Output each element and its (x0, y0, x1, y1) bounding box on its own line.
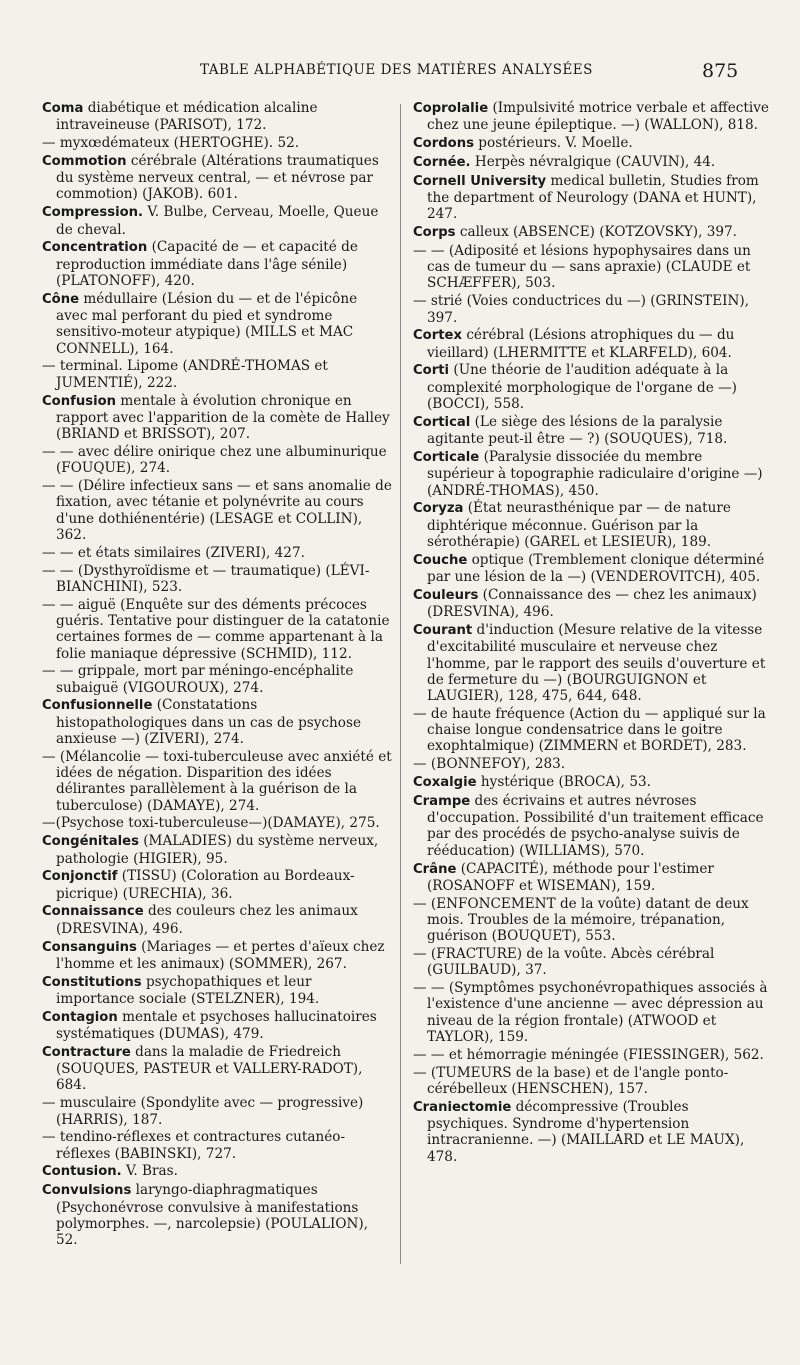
entry-text: — — aiguë (Enquête sur des déments précoces guéris. Tentative pour distinguer de la catatonie certaines formes de — comme appartenant à la folie maniaque dépressive (SCHMID), 112. (42, 596, 390, 662)
entry-text: V. Bulbe, Cerveau, Moelle, Queue de cheval. (56, 204, 379, 238)
entry-headword: Concentration (42, 240, 148, 256)
entry-headword: Convulsions (42, 1183, 132, 1199)
entry-headword: Couche (413, 552, 468, 568)
entry-headword: Coryza (413, 501, 464, 517)
entry-headword: Commotion (42, 153, 127, 169)
running-title: TABLE ALPHABÉTIQUE DES MATIÈRES ANALYSÉES (200, 62, 593, 78)
entry-text: psychopathiques et leur importance sociale (STELZNER), 194. (56, 973, 320, 1007)
entry-text: hystérique (BROCA), 53. (476, 774, 651, 791)
index-entry (42, 1182, 392, 1248)
index-entry (413, 414, 771, 448)
index-entry (42, 1095, 392, 1128)
index-entry (42, 100, 392, 134)
entry-text: (Connaissance des — chez les animaux) (DRESVINA), 496. (427, 586, 757, 621)
index-entry (42, 393, 392, 443)
entry-headword: Corps (413, 225, 456, 241)
index-entry (42, 903, 392, 937)
entry-text: (Paralysie dissociée du membre supérieur à topographie radiculaire d'origine —) (ANDRÉ-THOMAS), 450. (427, 448, 763, 499)
entry-text: cérébrale (Altérations traumatiques du système nerveux central, — et névrose par commotion) (JAKOB). 601. (56, 152, 379, 203)
index-entry (42, 444, 392, 477)
entry-text: — de haute fréquence (Action du — appliqué sur la chaise longue condensatrice dans le goitre exophtalmique) (ZIMMERN et BORDET), 283. (413, 705, 766, 755)
index-entry (42, 204, 392, 238)
entry-text: (Impulsivité motrice verbale et affective chez une jeune épileptique. —) (WALLON), 818. (427, 100, 769, 134)
index-entry (42, 815, 392, 831)
entry-text: —(Psychose toxi-tuberculeuse—)(DAMAYE), 275. (42, 815, 380, 832)
entry-headword: Contagion (42, 1009, 118, 1025)
entry-text: dans la maladie de Friedreich (SOUQUES, PASTEUR et VALLERY-RADOT), 684. (56, 1043, 363, 1094)
index-entry (413, 980, 771, 1045)
entry-text: (TISSU) (Coloration au Bordeaux-picrique) (URECHIA), 36. (56, 868, 355, 902)
entry-headword: Cône (42, 291, 80, 307)
entry-headword: Couleurs (413, 587, 479, 603)
entry-text: décompressive (Troubles psychiques. Syndrome d'hypertension intracranienne. —) (MAILLARD et LE MAUX), 478. (427, 1098, 745, 1165)
index-entry (42, 153, 392, 203)
entry-text: des couleurs chez les animaux (DRESVINA), 496. (56, 903, 358, 937)
entry-text: — (TUMEURS de la base) et de l'angle ponto-cérébelleux (HENSCHEN), 157. (413, 1064, 729, 1097)
entry-headword: Contracture (42, 1044, 131, 1060)
index-entry (413, 224, 771, 241)
index-entry (413, 706, 771, 755)
entry-text: mentale à évolution chronique en rapport avec l'apparition de la comète de Halley (BRIAND et BRISSOT), 207. (56, 392, 390, 443)
index-entry (413, 154, 771, 171)
index-entry (413, 362, 771, 412)
index-entry (42, 833, 392, 867)
entry-headword: Cortex (413, 328, 462, 344)
entry-headword: Coxalgie (413, 775, 477, 791)
index-entry (42, 1009, 392, 1043)
entry-text: — — et hémorragie méningée (FIESSINGER), 562. (413, 1046, 764, 1063)
index-entry (42, 1129, 392, 1162)
entry-text: — (ENFONCEMENT de la voûte) datant de deux mois. Troubles de la mémoire, trépanation, guérison (BOUQUET), 553. (413, 895, 749, 945)
index-entry (413, 587, 771, 621)
entry-text: — — grippale, mort par méningo-encéphalite subaiguë (VIGOUROUX), 274. (42, 663, 354, 696)
index-entry (413, 1065, 771, 1098)
entry-headword: Contusion. (42, 1164, 122, 1180)
entry-headword: Cornée. (413, 154, 471, 170)
index-entry (413, 1047, 771, 1063)
entry-headword: Confusionnelle (42, 698, 153, 714)
entry-text: (CAPACITÉ), méthode pour l'estimer (ROSANOFF et WISEMAN), 159. (427, 860, 714, 894)
entry-text: optique (Tremblement clonique déterminé par une lésion de la —) (VENDEROVITCH), 405. (427, 551, 765, 586)
index-entry (413, 946, 771, 979)
entry-headword: Corticale (413, 449, 480, 465)
entry-text: (Mariages — et pertes d'aïeux chez l'homme et les animaux) (SOMMER), 267. (56, 938, 385, 972)
entry-text: mentale et psychoses hallucinatoires systématiques (DUMAS), 479. (56, 1008, 377, 1043)
entry-headword: Cortical (413, 414, 471, 430)
entry-text: calleux (ABSENCE) (KOTZOVSKY), 397. (455, 224, 738, 241)
entry-text: — — (Adiposité et lésions hypophysaires dans un cas de tumeur du — sans apraxie) (CLAUDE et SCHÆFFER), 503. (413, 242, 751, 292)
index-column-left (42, 100, 392, 1250)
index-entry (413, 861, 771, 895)
index-column-right (413, 100, 771, 1166)
index-entry (42, 974, 392, 1008)
entry-text: — — (Symptômes psychonévropathiques associés à l'existence d'une ancienne — avec dépression au niveau de la région frontale) (ATWOOD et TAYLOR), 159. (413, 980, 768, 1046)
entry-text: — myxœdémateux (HERTOGHE). 52. (42, 135, 300, 152)
entry-text: (Capacité de — et capacité de reproduction immédiate dans l'âge sénile) (PLATONOFF), 420. (56, 239, 358, 289)
entry-text: — strié (Voies conductrices du —) (GRINSTEIN), 397. (413, 293, 750, 326)
index-entry (413, 173, 771, 223)
entry-text: laryngo-diaphragmatiques (Psychonévrose convulsive à manifestations polymorphes. —, narcolepsie) (POULALION), 52. (56, 1182, 369, 1249)
index-entry (42, 868, 392, 902)
entry-text: — (FRACTURE) de la voûte. Abcès cérébral (GUILBAUD), 37. (413, 946, 715, 979)
entry-text: — — (Dysthyroïdisme et — traumatique) (LÉVI-BIANCHINI), 523. (42, 562, 370, 595)
index-entry (42, 749, 392, 814)
index-entry (42, 1163, 392, 1180)
index-entry (42, 135, 392, 151)
index-entry (413, 1099, 771, 1165)
entry-text: — (BONNEFOY), 283. (413, 756, 566, 773)
index-entry (42, 563, 392, 596)
column-divider (400, 104, 401, 1264)
index-entry (413, 896, 771, 945)
entry-text: des écrivains et autres névroses d'occupation. Possibilité d'un traitement efficace par des procédés de psycho-analyse suivis de rééducation) (WILLIAMS), 570. (427, 792, 764, 859)
entry-headword: Constitutions (42, 974, 142, 990)
entry-text: (État neurasthénique par — de nature diphtérique méconnue. Guérison par la sérothérapie) (GAREL et LESIEUR), 189. (427, 500, 731, 550)
entry-text: V. Bras. (121, 1163, 178, 1180)
index-entry (413, 622, 771, 704)
entry-text: (Constatations histopathologiques dans un cas de psychose anxieuse —) (ZIVERI), 274. (56, 697, 362, 747)
index-entry (413, 135, 771, 152)
index-entry (413, 793, 771, 859)
entry-headword: Crampe (413, 793, 471, 809)
index-entry (42, 663, 392, 696)
entry-text: médullaire (Lésion du — et de l'épicône avec mal perforant du pied et syndrome sensitivo-moteur atypique) (MILLS et MAC CONNELL), 164. (56, 290, 358, 357)
entry-headword: Congénitales (42, 834, 139, 850)
index-entry (413, 756, 771, 772)
entry-text: Herpès névralgique (CAUVIN), 44. (470, 153, 716, 170)
entry-text: — — (Délire infectieux sans — et sans anomalie de fixation, avec tétanie et polynévrite au cours d'une dothiénentérie) (LESAGE et COLLIN), 362. (42, 478, 392, 543)
entry-text: (Une théorie de l'audition adéquate à la complexité morphologique de l'organe de —) (BOCCI), 558. (427, 362, 737, 413)
entry-text: (MALADIES) du système nerveux, pathologie (HIGIER), 95. (56, 833, 379, 867)
entry-headword: Compression. (42, 205, 144, 221)
entry-text: — — avec délire onirique chez une albuminurique (FOUQUE), 274. (42, 443, 387, 477)
entry-text: — musculaire (Spondylite avec — progressive) (HARRIS), 187. (42, 1095, 364, 1128)
entry-headword: Coma (42, 101, 84, 116)
index-entry (42, 597, 392, 662)
index-entry (413, 243, 771, 292)
entry-headword: Crâne (413, 861, 457, 877)
index-entry (42, 478, 392, 543)
entry-headword: Cordons (413, 136, 474, 152)
page-number: 875 (702, 60, 739, 82)
entry-text: — — et états similaires (ZIVERI), 427. (42, 544, 305, 561)
index-entry (42, 291, 392, 357)
entry-text: — terminal. Lipome (ANDRÉ-THOMAS et JUMENTIÉ), 222. (42, 358, 328, 391)
index-entry (42, 358, 392, 391)
entry-text: d'induction (Mesure relative de la vitesse d'excitabilité musculaire et nerveuse chez l'homme, par le rapport des seuils d'ouverture et de fermeture du —) (BOURGUIGNON et LAUGIER), 128, 475, 644, 648. (427, 621, 766, 705)
index-entry (42, 545, 392, 561)
entry-text: postérieurs. V. Moelle. (473, 135, 633, 152)
index-entry (42, 697, 392, 747)
entry-headword: Consanguins (42, 939, 137, 955)
entry-text: diabétique et médication alcaline intraveineuse (PARISOT), 172. (56, 100, 318, 134)
entry-headword: Courant (413, 622, 473, 638)
entry-text: medical bulletin, Studies from the department of Neurology (DANA et HUNT), 247. (427, 172, 759, 223)
index-entry (413, 500, 771, 550)
index-entry (42, 239, 392, 289)
entry-headword: Craniectomie (413, 1099, 512, 1115)
entry-text: cérébral (Lésions atrophiques du — du vieillard) (LHERMITTE et KLARFELD), 604. (427, 327, 735, 361)
entry-headword: Confusion (42, 393, 117, 409)
index-entry (413, 100, 771, 134)
index-entry (42, 939, 392, 973)
index-entry (42, 1044, 392, 1094)
entry-headword: Coprolalie (413, 101, 489, 116)
entry-headword: Conjonctif (42, 869, 118, 885)
entry-text: — tendino-réflexes et contractures cutanéo-réflexes (BABINSKI), 727. (42, 1129, 346, 1162)
entry-headword: Connaissance (42, 904, 144, 920)
index-entry (413, 293, 771, 326)
entry-text: — (Mélancolie — toxi-tuberculeuse avec anxiété et idées de négation. Disparition des idées délirantes parallèlement à la guérison de la tuberculose) (DAMAYE), 274. (42, 748, 392, 814)
index-entry (413, 327, 771, 361)
entry-text: (Le siège des lésions de la paralysie agitante peut-il être — ?) (SOUQUES), 718. (427, 413, 728, 448)
running-header (0, 60, 800, 84)
index-entry (413, 552, 771, 586)
entry-headword: Corti (413, 363, 450, 379)
index-entry (413, 449, 771, 499)
entry-headword: Cornell University (413, 173, 547, 189)
index-entry (413, 774, 771, 791)
